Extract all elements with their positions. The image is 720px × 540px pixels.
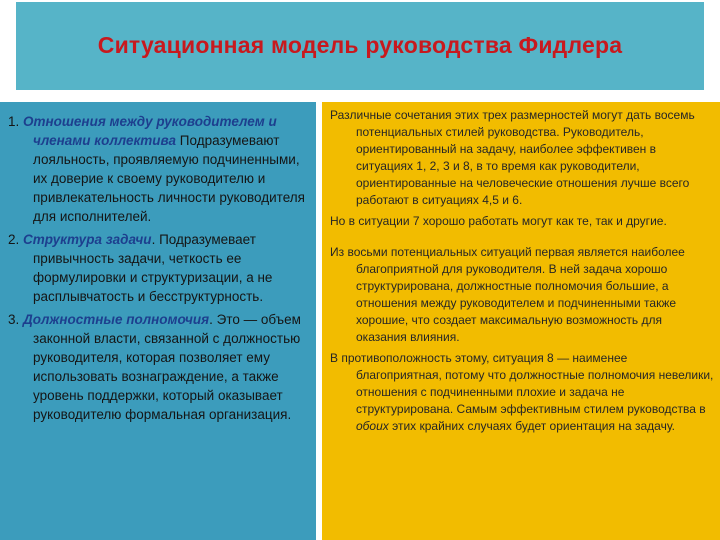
- paragraph-text: В противоположность этому, ситуация 8 — наименее благоприятная, потому что должностные полномочия невелики, отношения с подчиненными плохие и задача не структурирована. Самым эффективным стилем руководства в: [330, 351, 714, 416]
- paragraph-text: этих крайних случаях будет ориентация на задачу.: [388, 419, 675, 433]
- factor-number: 2.: [8, 232, 24, 247]
- title-banner: [16, 2, 704, 90]
- factor-position-power: [8, 310, 310, 424]
- explanation-text: [330, 107, 714, 439]
- factors-list: [8, 112, 310, 428]
- paragraph-situation-7: Но в ситуации 7 хорошо работать могут как те, так и другие.: [330, 214, 667, 228]
- left-panel: [0, 102, 316, 540]
- paragraph-situation-8: [330, 350, 714, 435]
- right-panel: [322, 102, 720, 540]
- paragraph-situation-1: Из восьми потенциальных ситуаций первая является наиболее благоприятной для руководителя. В ней задача хорошо структурирована, должностные полномочия большие, а отношения между руководителем и подчиненными также хорошие, что создает максимальную возможность для оказания влияния.: [330, 245, 685, 344]
- paragraph-italic-word: обоих: [356, 419, 389, 433]
- factor-text: . Это — объем законной власти, связанной с должностью руководителя, которая позволяет ему использовать вознаграждение, а также уровень поддержки, который оказывает руководителю формальная организация.: [33, 312, 301, 422]
- factor-task-structure: [8, 230, 310, 306]
- factor-text: Подразумевают лояльность, проявляемую подчиненными, их доверие к своему руководителю и привлекательность личности руководителя для исполнителей.: [33, 133, 305, 224]
- factor-number: 3.: [8, 312, 24, 327]
- paragraph-styles: Различные сочетания этих трех размерностей могут дать восемь потенциальных стилей руководства. Руководитель, ориентированный на задачу, наиболее эффективен в ситуациях 1, 2, 3 и 8, в то время как руководители, ориентированные на человеческие отношения лучше всего работают в ситуациях 4,5 и 6.: [330, 108, 695, 207]
- slide-title: Ситуационная модель руководства Фидлера: [97, 32, 623, 58]
- factor-title: Структура задачи: [23, 232, 152, 247]
- factor-number: 1.: [8, 114, 24, 129]
- factor-text: . Подразумевает привычность задачи, четкость ее формулировки и структуризации, а не расплывчатость и бесструктурность.: [33, 232, 273, 304]
- factor-title: Должностные полномочия: [23, 312, 210, 327]
- factor-title: Отношения между руководителем и членами коллектива: [23, 114, 277, 148]
- factor-relations: [8, 112, 310, 226]
